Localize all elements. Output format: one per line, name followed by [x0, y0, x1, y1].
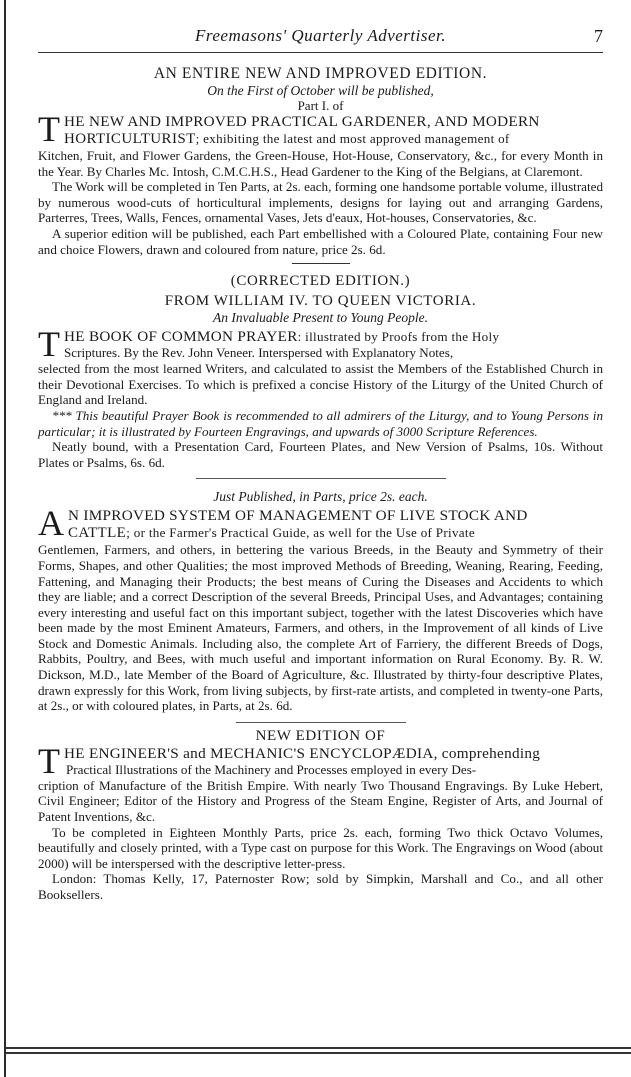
live-stock-dropcap: A: [38, 503, 64, 544]
prayer-book-heading-rest: : illustrated by Proofs from the Holy: [297, 329, 500, 345]
live-stock-publication-note: Just Published, in Parts, price 2s. each.: [213, 489, 428, 505]
prayer-book-heading-caps: HE BOOK OF COMMON PRAYER: [64, 328, 298, 346]
gardener-body-3: A superior edition will be published, each Part embellished with a Coloured Plate, containing Four new and choice Flowers, drawn and coloured from nature, price 2s. 6d.: [38, 225, 603, 257]
live-stock-heading-caps: CATTLE: [68, 525, 127, 542]
bottom-rules: [6, 1047, 631, 1057]
gardener-part-label: Part I. of: [297, 98, 344, 113]
gardener-dropcap: T: [38, 109, 60, 149]
page-edge-rule: [4, 0, 6, 1077]
prayer-book-note: *** This beautiful Prayer Book is recommended to all admirers of the Liturgy, and to Young Persons in particular; it is illustrated by Fourteen Engravings, and upwards of 3000 Scripture References.: [38, 407, 603, 439]
live-stock-body: Gentlemen, Farmers, and others, in bettering the various Breeds, in the Beauty and Symmetry of their Forms, Shapes, and other Qualities; the most improved Methods of Breeding, Weaning, Rearing, Feeding, Fattening, and Managing their Products; the best means of Curing the Diseases and Accidents to which they are liable; and a correct Description of the several Breeds, Principal Uses, and Advantages; containing every interesting and useful fact on this important subject, together with the latest Discoveries which have been made by the most Eminent Amateurs, Farmers, and others, in the Improvement of all kinds of Live Stock and Domestic Animals. Including also, the complete Art of Farriery, the different Breeds of Dogs, Rabbits, Poultry, and Bees, with much useful and important information on Rural Economy. By. R. W. Dickson, M.D., late Member of the Board of Agriculture, &c. Illustrated by thirty-four descriptive Plates, drawn expressly for this Work, from living subjects, by first-rate artists, and completed in twenty-one Parts, at 2s., or with coloured plates, in Parts, at 2s. 6d.: [38, 542, 603, 714]
encyclopaedia-body-1: cription of Manufacture of the British Empire. With nearly Two Thousand Engravings. By Luke Hebert, Civil Engineer; Editor of the History and Progress of the Steam Engine, Register of Arts, and Journal of Patent Inventions, &c.: [38, 777, 603, 825]
gardener-heading-caps: HORTICULTURIST: [64, 131, 196, 147]
live-stock-heading-line2: [38, 524, 603, 542]
prayer-book-edition: (CORRECTED EDITION.): [230, 273, 411, 290]
bottom-rule: [6, 1052, 631, 1054]
section-divider-short: [236, 722, 406, 723]
encyclopaedia-body-3: London: Thomas Kelly, 17, Paternoster Row; sold by Simpkin, Marshall and Co., and all other Booksellers.: [38, 871, 603, 902]
live-stock-advertisement: [38, 489, 603, 714]
prayer-book-dropcap: T: [38, 324, 60, 365]
gardener-edition-title: AN ENTIRE NEW AND IMPROVED EDITION.: [153, 65, 488, 82]
page: [38, 26, 603, 903]
gardener-heading: [38, 109, 603, 149]
prayer-book-subtitle: An Invaluable Present to Young People.: [213, 310, 428, 326]
prayer-book-heading-line1: [38, 328, 603, 345]
gardener-publication-note: On the First of October will be published,: [207, 83, 434, 98]
encyclopaedia-advertisement: [38, 727, 603, 903]
encyclopaedia-dropcap: T: [38, 740, 60, 781]
encyclopaedia-heading-line2: Practical Illustrations of the Machinery and Processes employed in every Des-: [66, 761, 477, 777]
prayer-book-heading: [38, 324, 603, 365]
encyclopaedia-heading: [38, 740, 603, 781]
page-number: 7: [594, 26, 603, 46]
prayer-book-advertisement: [38, 272, 603, 470]
prayer-book-heading-line2: Scriptures. By the Rev. John Veneer. Interspersed with Explanatory Notes,: [64, 345, 454, 361]
live-stock-heading-rest: ; or the Farmer's Practical Guide, as well for the Use of Private: [126, 525, 475, 541]
encyclopaedia-heading-line1: HE ENGINEER'S and MECHANIC'S ENCYCLOPÆDIA, comprehending: [64, 744, 541, 762]
prayer-book-body-1: selected from the most learned Writers, and calculated to assist the Members of the Established Church in their Devotional Exercises. To which is prefixed a concise History of the Liturgy of the United Church of England and Ireland.: [38, 361, 603, 408]
encyclopaedia-body-2: To be completed in Eighteen Monthly Parts, price 2s. each, forming Two thick Octavo Volumes, beautifully and closely printed, with a Type cast on purpose for this Work. The Engravings on Wood (about 2000) will be interspersed with the descriptive letter-press.: [38, 824, 603, 871]
gardener-heading-line1: HE NEW AND IMPROVED PRACTICAL GARDENER, AND MODERN: [64, 113, 540, 130]
gardener-heading-line2: [38, 130, 603, 148]
header-rule: [38, 52, 603, 53]
gardener-body-1: Kitchen, Fruit, and Flower Gardens, the Green-House, Hot-House, Conservatory, &c., for every Month in the Year. By Charles Mc. Intosh, C.M.C.H.S., Head Gardener to the King of the Belgians, at Claremont.: [38, 148, 603, 179]
bottom-rule: [6, 1047, 631, 1049]
gardener-body-2: The Work will be completed in Ten Parts, at 2s. each, forming one handsome portable volume, illustrated by numerous wood-cuts of horticultural implements, designs for laying out and arranging Gardens, Parterres, Trees, Walls, Fences, ornamental Vases, Jets d'eaux, Hot-houses, Conservatories, &c.: [38, 179, 603, 226]
live-stock-heading-line1: N IMPROVED SYSTEM OF MANAGEMENT OF LIVE STOCK AND: [68, 507, 528, 525]
live-stock-heading: [38, 503, 603, 544]
section-divider-long: [196, 478, 446, 479]
section-divider: [292, 263, 350, 264]
prayer-book-title: FROM WILLIAM IV. TO QUEEN VICTORIA.: [164, 293, 477, 310]
running-title: Freemasons' Quarterly Advertiser.: [194, 26, 447, 45]
gardener-advertisement: [38, 65, 603, 257]
running-header: [38, 26, 603, 50]
gardener-heading-rest: ; exhibiting the latest and most approved management of: [195, 131, 510, 146]
encyclopaedia-edition-title: NEW EDITION OF: [255, 727, 386, 744]
prayer-book-body-2: Neatly bound, with a Presentation Card, Fourteen Plates, and New Version of Psalms, 10s. Without Plates or Psalms, 6s. 6d.: [38, 439, 603, 470]
